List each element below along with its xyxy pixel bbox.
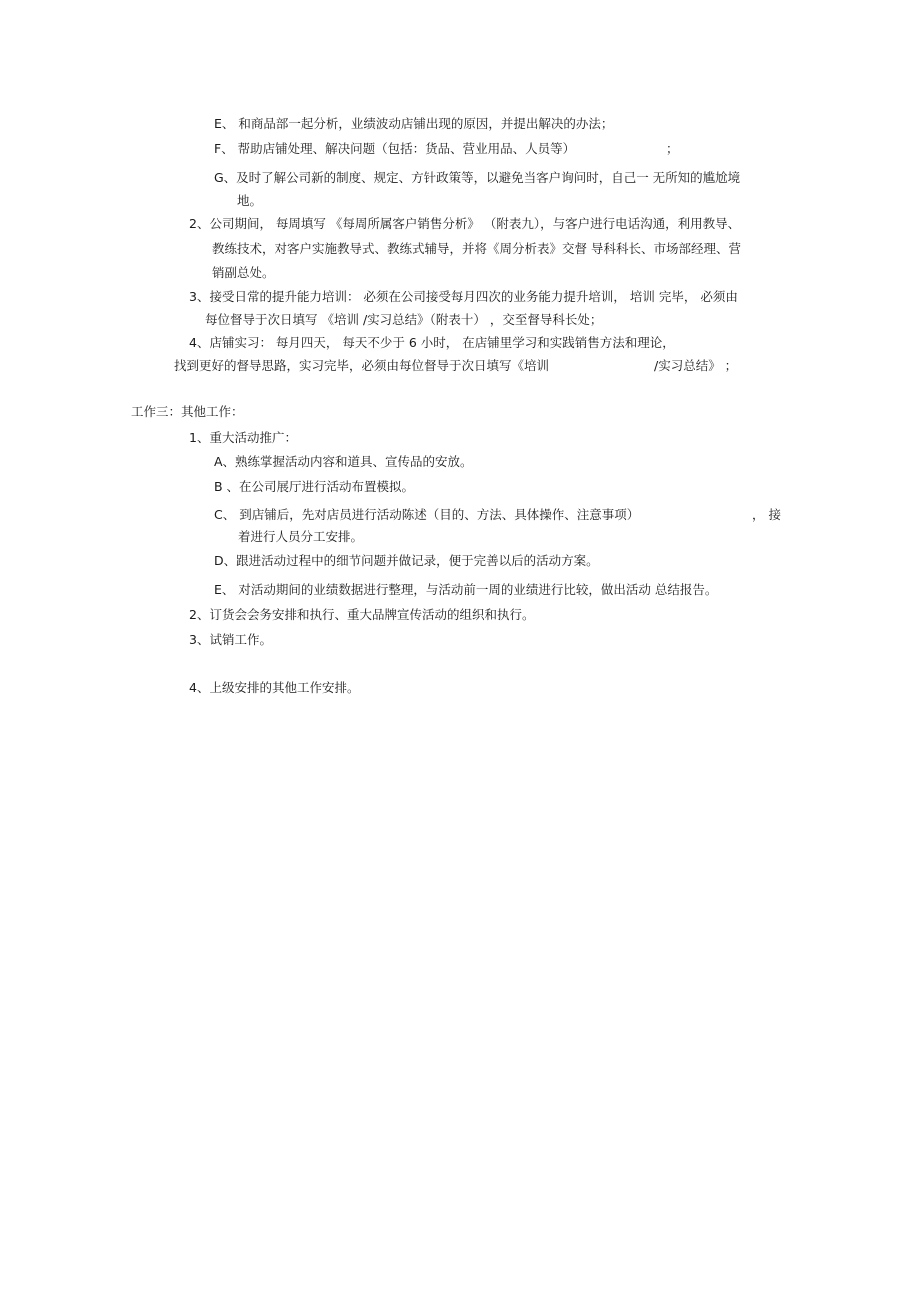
section3-item3: 3、试销工作。 (189, 632, 272, 647)
section3-item1-c-line1-a: C、 到店铺后，先对店员进行活动陈述（目的、方法、具体操作、注意事项） (214, 507, 640, 522)
item-4-line2-b: /实习总结》 ； (654, 358, 738, 373)
section3-heading: 工作三：其他工作： (131, 404, 244, 419)
section3-item1-d: D、跟进活动过程中的细节问题并做记录，便于完善以后的活动方案。 (214, 553, 599, 568)
item-f-end: ； (666, 141, 679, 156)
section3-item1-c-line1-b: ， 接 (752, 507, 781, 522)
item-e-text: E、 和商品部一起分析，业绩波动店铺出现的原因，并提出解决的办法； (214, 116, 614, 131)
item-2-line2: 教练技术，对客户实施教导式、教练式辅导，并将《周分析表》交督 导科科长、市场部经理、营 (212, 241, 741, 256)
section3-item1-c-line2: 着进行人员分工安排。 (238, 529, 364, 544)
section3-item4: 4、上级安排的其他工作安排。 (189, 680, 360, 695)
section3-item1-e: E、 对活动期间的业绩数据进行整理，与活动前一周的业绩进行比较，做出活动 总结报告。 (214, 582, 718, 597)
section3-item1-b: B 、在公司展厅进行活动布置模拟。 (214, 479, 415, 494)
item-f-text: F、 帮助店铺处理、解决问题（包括：货品、营业用品、人员等） (214, 141, 576, 156)
item-2-line1: 2、公司期间， 每周填写 《每周所属客户销售分析》 （附表九），与客户进行电话沟通，利用教导、 (189, 216, 741, 231)
section3-item1-a: A、熟练掌握活动内容和道具、宣传品的安放。 (214, 454, 473, 469)
section3-item1: 1、重大活动推广： (189, 430, 297, 445)
item-3-line1: 3、接受日常的提升能力培训： 必须在公司接受每月四次的业务能力提升培训， 培训 完毕， 必须由 (189, 289, 738, 304)
item-2-line3: 销副总处。 (212, 265, 275, 280)
item-4-line2-a: 找到更好的督导思路，实习完毕，必须由每位督导于次日填写《培训 (174, 358, 550, 373)
item-g-line1: G、及时了解公司新的制度、规定、方针政策等，以避免当客户询问时，自己一 无所知的尴尬境 (214, 170, 741, 185)
item-g-line2: 地。 (237, 193, 263, 208)
item-3-line2: 每位督导于次日填写 《培训 /实习总结》（附表十） ，交至督导科长处； (205, 312, 603, 327)
section3-item2: 2、订货会会务安排和执行、重大品牌宣传活动的组织和执行。 (189, 607, 535, 622)
item-4-line1: 4、店铺实习： 每月四天， 每天不少于 6 小时， 在店铺里学习和实践销售方法和理论， (189, 335, 675, 350)
